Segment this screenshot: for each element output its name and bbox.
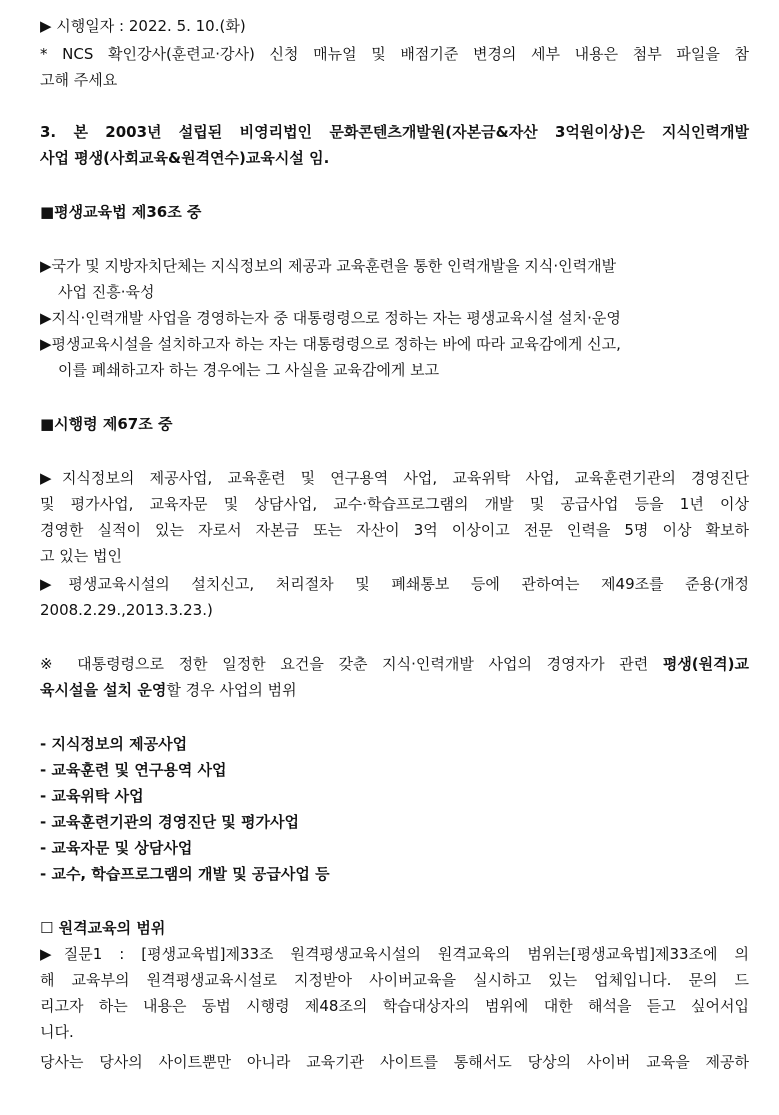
text-line [40, 494, 749, 514]
text-line [40, 574, 749, 594]
text-line-content: ▶ 시행일자 : 2022. 5. 10.(화) [40, 17, 246, 35]
text-line [40, 414, 749, 434]
text-line-content: 3. 본 2003년 설립된 비영리법인 문화콘텐츠개발원(자본금&자산 3억원이상)은 지식인력개발 [40, 123, 749, 141]
text-line [40, 70, 749, 90]
text-line-content: ■시행령 제67조 중 [40, 415, 173, 433]
text-line [40, 734, 749, 754]
text-line [58, 360, 749, 380]
text-line [40, 44, 749, 64]
text-line [40, 970, 749, 990]
text-line-content: 고해 주세요 [40, 71, 118, 89]
text-line-content: 고 있는 법인 [40, 547, 122, 565]
text-line [40, 812, 749, 832]
text-line [40, 996, 749, 1016]
text-line-content: 2008.2.29.,2013.3.23.) [40, 601, 213, 619]
text-line-content: ▶평생교육시설을 설치하고자 하는 자는 대통령령으로 정하는 바에 따라 교육감에게 신고, [40, 335, 621, 353]
text-line-content: - 교육위탁 사업 [40, 787, 144, 805]
text-line [40, 202, 749, 222]
text-line-content: ☐ 원격교육의 범위 [40, 919, 166, 937]
text-line-content: ■평생교육법 제36조 중 [40, 203, 202, 221]
text-line-content: - 교육훈련기관의 경영진단 및 평가사업 [40, 813, 299, 831]
text-line-content: * NCS 확인강사(훈련교·강사) 신청 매뉴얼 및 배점기준 변경의 세부 내용은 첨부 파일을 참 [40, 45, 749, 63]
text-line-content: ※ 대통령령으로 정한 일정한 요건을 갖춘 지식·인력개발 사업의 경영자가 관련 [40, 655, 663, 673]
text-line [40, 16, 749, 36]
text-line [40, 256, 749, 276]
text-line [40, 864, 749, 884]
text-line-content: ▶질문1 : [평생교육법]제33조 원격평생교육시설의 원격교육의 범위는[평생교육법]제33조에 의 [40, 945, 749, 963]
text-line [40, 148, 749, 168]
text-line [40, 838, 749, 858]
text-line-content: ▶국가 및 지방자치단체는 지식정보의 제공과 교육훈련을 통한 인력개발을 지식·인력개발 [40, 257, 617, 275]
text-line-content: 사업 평생(사회교육&원격연수)교육시설 임. [40, 149, 330, 167]
text-line-content: 니다. [40, 1023, 74, 1041]
text-line-content: 해 교육부의 원격평생교육시설로 지정받아 사이버교육을 실시하고 있는 업체입니다. 문의 드 [40, 971, 749, 989]
text-line-content: ▶평생교육시설의 설치신고, 처리절차 및 폐쇄통보 등에 관하여는 제49조를 준용(개정 [40, 575, 749, 593]
text-line-content: 사업 진흥·육성 [58, 283, 155, 301]
text-line-content: 이를 폐쇄하고자 하는 경우에는 그 사실을 교육감에게 보고 [58, 361, 440, 379]
text-line-tail: 할 경우 사업의 범위 [166, 681, 297, 699]
text-line [40, 918, 749, 938]
text-line-content: 경영한 실적이 있는 자로서 자본금 또는 자산이 3억 이상이고 전문 인력을 5명 이상 확보하 [40, 521, 749, 539]
text-line-content: - 지식정보의 제공사업 [40, 735, 188, 753]
text-line-content: - 교수, 학습프로그램의 개발 및 공급사업 등 [40, 865, 330, 883]
text-line [58, 282, 749, 302]
text-line [40, 680, 749, 700]
text-line-content: - 교육훈련 및 연구용역 사업 [40, 761, 227, 779]
text-line [40, 334, 749, 354]
text-line-content: 리고자 하는 내용은 동법 시행령 제48조의 학습대상자의 범위에 대한 해석을 듣고 싶어서입 [40, 997, 749, 1015]
text-line-content: ▶지식정보의 제공사업, 교육훈련 및 연구용역 사업, 교육위탁 사업, 교육훈련기관의 경영진단 [40, 469, 749, 487]
text-line [40, 122, 749, 142]
text-line [40, 760, 749, 780]
text-line [40, 786, 749, 806]
text-line-content: 육시설을 설치 운영 [40, 681, 167, 699]
text-line [40, 654, 749, 674]
text-line-content: - 교육자문 및 상담사업 [40, 839, 193, 857]
text-line-content: 및 평가사업, 교육자문 및 상담사업, 교수·학습프로그램의 개발 및 공급사업 등을 1년 이상 [40, 495, 749, 513]
text-line [40, 600, 749, 620]
text-line [40, 546, 749, 566]
text-line-content: ▶지식·인력개발 사업을 경영하는자 중 대통령령으로 정하는 자는 평생교육시설 설치·운영 [40, 309, 621, 327]
text-line [40, 1022, 749, 1042]
text-line-content: 당사는 당사의 사이트뿐만 아니라 교육기관 사이트를 통해서도 당상의 사이버 교육을 제공하 [40, 1053, 749, 1071]
text-line [40, 1052, 749, 1072]
text-line [40, 308, 749, 328]
text-line [40, 468, 749, 488]
text-line-bold-tail: 평생(원격)교 [662, 655, 749, 673]
text-line [40, 520, 749, 540]
text-line [40, 944, 749, 964]
